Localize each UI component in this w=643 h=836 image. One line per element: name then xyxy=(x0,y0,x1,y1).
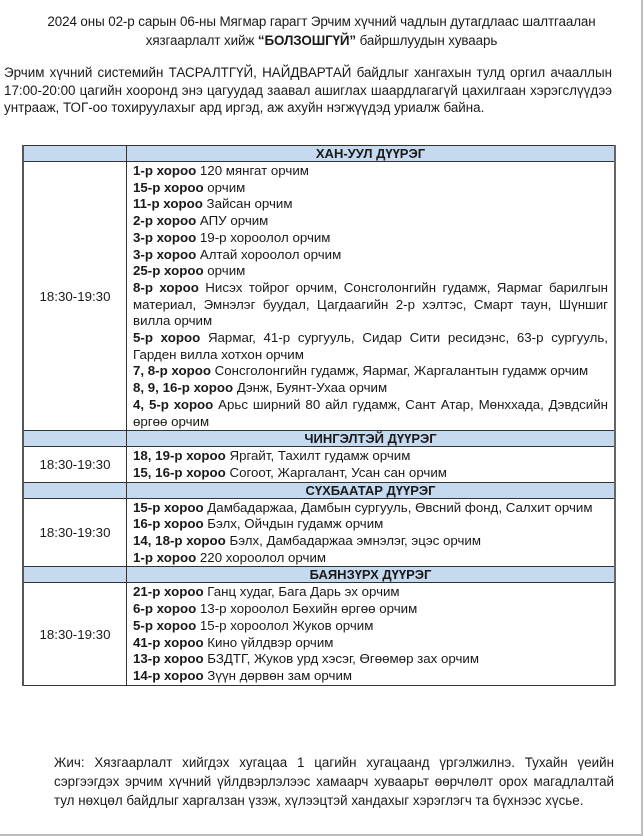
area-description: орчим xyxy=(203,179,246,195)
khoroo-label: 16-р хороо xyxy=(133,516,204,532)
khoroo-label: 8, 9, 16-р хороо xyxy=(133,380,234,396)
area-entry xyxy=(133,448,608,465)
area-description: Бэлх, Ойчдын гудамж орчим xyxy=(203,516,384,532)
khoroo-label: 8-р хороо xyxy=(133,279,199,295)
area-description: БЗДТГ, Жуков урд хэсэг, Өгөөмөр зах орчим xyxy=(203,651,479,667)
area-description: 13-р хороолол Бөхийн өргөө орчим xyxy=(196,601,418,617)
area-description: Арьс ширний 80 айл гудамж, Сант Атар, Мөнххада, Дэвдсийн өргөө орчим xyxy=(133,396,608,429)
area-description: орчим xyxy=(203,263,246,279)
khoroo-label: 14-р хороо xyxy=(133,667,204,683)
khoroo-label: 3-р хороо xyxy=(133,246,197,262)
outage-time: 18:30-19:30 xyxy=(23,447,127,482)
area-entry xyxy=(133,500,608,517)
area-entry xyxy=(133,516,608,533)
area-description: Сонсголонгийн гудамж, Яармаг, Жаргалантын гудамж орчим xyxy=(210,363,589,379)
khoroo-label: 41-р хороо xyxy=(133,634,204,650)
schedule-table xyxy=(22,145,616,686)
area-entry xyxy=(133,397,608,430)
khoroo-label: 21-р хороо xyxy=(133,584,204,600)
khoroo-label: 1-р хороо xyxy=(133,163,197,178)
district-header-row xyxy=(23,146,615,162)
area-description: 120 мянгат орчим xyxy=(196,163,309,178)
area-entry xyxy=(133,668,608,685)
title-line-2-prefix: хязгаарлалт хийж xyxy=(145,33,258,48)
khoroo-label: 4, 5-р хороо xyxy=(133,396,214,412)
area-description: Нисэх тойрог орчим, Сонсголонгийн гудамж, Яармаг барилгын материал, Эмнэлэг буудал, Цагдаагийн 2-р хэлтэс, Смарт таун, Шүншиг вилла орчим xyxy=(133,279,608,329)
district-header-blank-cell xyxy=(23,146,127,162)
khoroo-label: 5-р хороо xyxy=(133,330,201,346)
outage-time: 18:30-19:30 xyxy=(23,498,127,567)
title-line-2-suffix: байршлуудын хуваарь xyxy=(356,33,498,48)
khoroo-label: 18, 19-р хороо xyxy=(133,448,226,464)
district-schedule-row xyxy=(23,583,615,685)
schedule-table-body xyxy=(23,146,615,686)
area-entry xyxy=(133,213,608,230)
area-description: АПУ орчим xyxy=(196,213,269,229)
area-entry xyxy=(133,601,608,618)
area-entry xyxy=(133,363,608,380)
area-description: Алтай хороолол орчим xyxy=(196,246,342,262)
district-schedule-row xyxy=(23,447,615,482)
khoroo-label: 5-р хороо xyxy=(133,617,197,633)
khoroo-label: 15-р хороо xyxy=(133,179,204,195)
khoroo-label: 7, 8-р хороо xyxy=(133,363,211,379)
area-description: Яргайт, Тахилт гудамж орчим xyxy=(225,448,411,464)
district-name: БАЯНЗҮРХ ДҮҮРЭГ xyxy=(127,567,616,583)
area-description: Дамбадаржаа, Дамбын сургууль, Өвсний фонд, Салхит орчим xyxy=(203,499,593,515)
district-header-blank-cell xyxy=(23,482,127,498)
intro-paragraph: Эрчим хүчний системийн ТАСРАЛТГҮЙ, НАЙДВАРТАЙ байдлыг хангахын тулд оргил ачааллын 17:00-20:00 цагийн хооронд энэ цагуудад заавал ашиглах шаардлагагүй цахилгаан хэрэгслүүдээ унтрааж, ТОГ-оо тохируулахыг ард иргэд, аж ахуйн нэгжүүдэд уриалж байна. xyxy=(4,65,612,115)
outage-time: 18:30-19:30 xyxy=(23,162,127,431)
khoroo-label: 15, 16-р хороо xyxy=(133,464,226,480)
area-description: Согоот, Жаргалант, Усан сан орчим xyxy=(225,464,447,480)
area-entry xyxy=(133,196,608,213)
area-entry xyxy=(133,247,608,264)
outage-time: 18:30-19:30 xyxy=(23,583,127,685)
district-header-blank-cell xyxy=(23,567,127,583)
area-description: Зүүн дөрвөн зам орчим xyxy=(203,667,353,683)
affected-areas-cell xyxy=(127,583,616,685)
area-entry xyxy=(133,230,608,247)
khoroo-label: 2-р хороо xyxy=(133,213,197,229)
area-description: Яармаг, 41-р сургууль, Сидар Сити ресидэнс, 63-р сургууль, Гарден вилла хотхон орчим xyxy=(133,330,608,362)
area-entry xyxy=(133,651,608,668)
area-entry xyxy=(133,163,608,180)
khoroo-label: 25-р хороо xyxy=(133,263,204,279)
affected-areas-cell xyxy=(127,447,616,482)
khoroo-label: 3-р хороо xyxy=(133,229,197,245)
district-name: ЧИНГЭЛТЭЙ ДҮҮРЭГ xyxy=(127,431,616,447)
area-entry xyxy=(133,533,608,550)
area-entry xyxy=(133,618,608,635)
area-description: 220 хороолол орчим xyxy=(196,549,327,565)
area-entry xyxy=(133,584,608,601)
area-description: Бэлх, Дамбадаржаа эмнэлэг, эцэс орчим xyxy=(225,533,481,549)
district-header-row xyxy=(23,431,615,447)
affected-areas-cell xyxy=(127,498,616,567)
affected-areas-cell xyxy=(127,162,616,431)
khoroo-label: 13-р хороо xyxy=(133,651,204,667)
area-entry xyxy=(133,263,608,280)
footnote: Жич: Хязгаарлалт хийгдэх хугацаа 1 цагийн хугацаанд үргэлжилнэ. Тухайн үеийн сэргээгдэх эрчим хүчний үйлдвэрлэлээс хамаарч хуваарьт өөрчлөлт орох магадлалтай тул нөхцөл байдлыг харгалзан үзэж, хүлээцтэй хандахыг хэрэглэгч та бүхнээс хүсье. xyxy=(54,755,614,808)
area-description: 15-р хороолол Жуков орчим xyxy=(196,617,374,633)
area-entry xyxy=(133,465,608,482)
area-entry xyxy=(133,380,608,397)
area-description: Ганц худаг, Бага Дарь эх орчим xyxy=(203,584,400,600)
area-entry xyxy=(133,550,608,567)
area-description: 19-р хороолол орчим xyxy=(196,229,331,245)
area-entry xyxy=(133,635,608,652)
district-header-blank-cell xyxy=(23,431,127,447)
khoroo-label: 1-р хороо xyxy=(133,549,197,565)
khoroo-label: 11-р хороо xyxy=(133,196,203,212)
district-schedule-row xyxy=(23,162,615,431)
district-header-row xyxy=(23,567,615,583)
area-description: Зайсан орчим xyxy=(202,196,293,212)
area-description: Дэнж, Буянт-Ухаа орчим xyxy=(233,380,388,396)
title-emphasis: “БОЛЗОШГҮЙ” xyxy=(257,33,357,48)
area-description: Кино үйлдвэр орчим xyxy=(203,634,334,650)
district-name: СҮХБААТАР ДҮҮРЭГ xyxy=(127,482,616,498)
area-entry xyxy=(133,280,608,330)
khoroo-label: 15-р хороо xyxy=(133,499,204,515)
khoroo-label: 14, 18-р хороо xyxy=(133,533,226,549)
document-title xyxy=(0,12,643,50)
khoroo-label: 6-р хороо xyxy=(133,601,197,617)
district-name: ХАН-УУЛ ДҮҮРЭГ xyxy=(127,146,616,162)
area-entry xyxy=(133,180,608,197)
title-line-1: 2024 оны 02-р сарын 06-ны Мягмар гарагт Эрчим хүчний чадлын дутагдлаас шалтгаалан xyxy=(47,14,596,29)
district-header-row xyxy=(23,482,615,498)
area-entry xyxy=(133,330,608,363)
district-schedule-row xyxy=(23,498,615,567)
